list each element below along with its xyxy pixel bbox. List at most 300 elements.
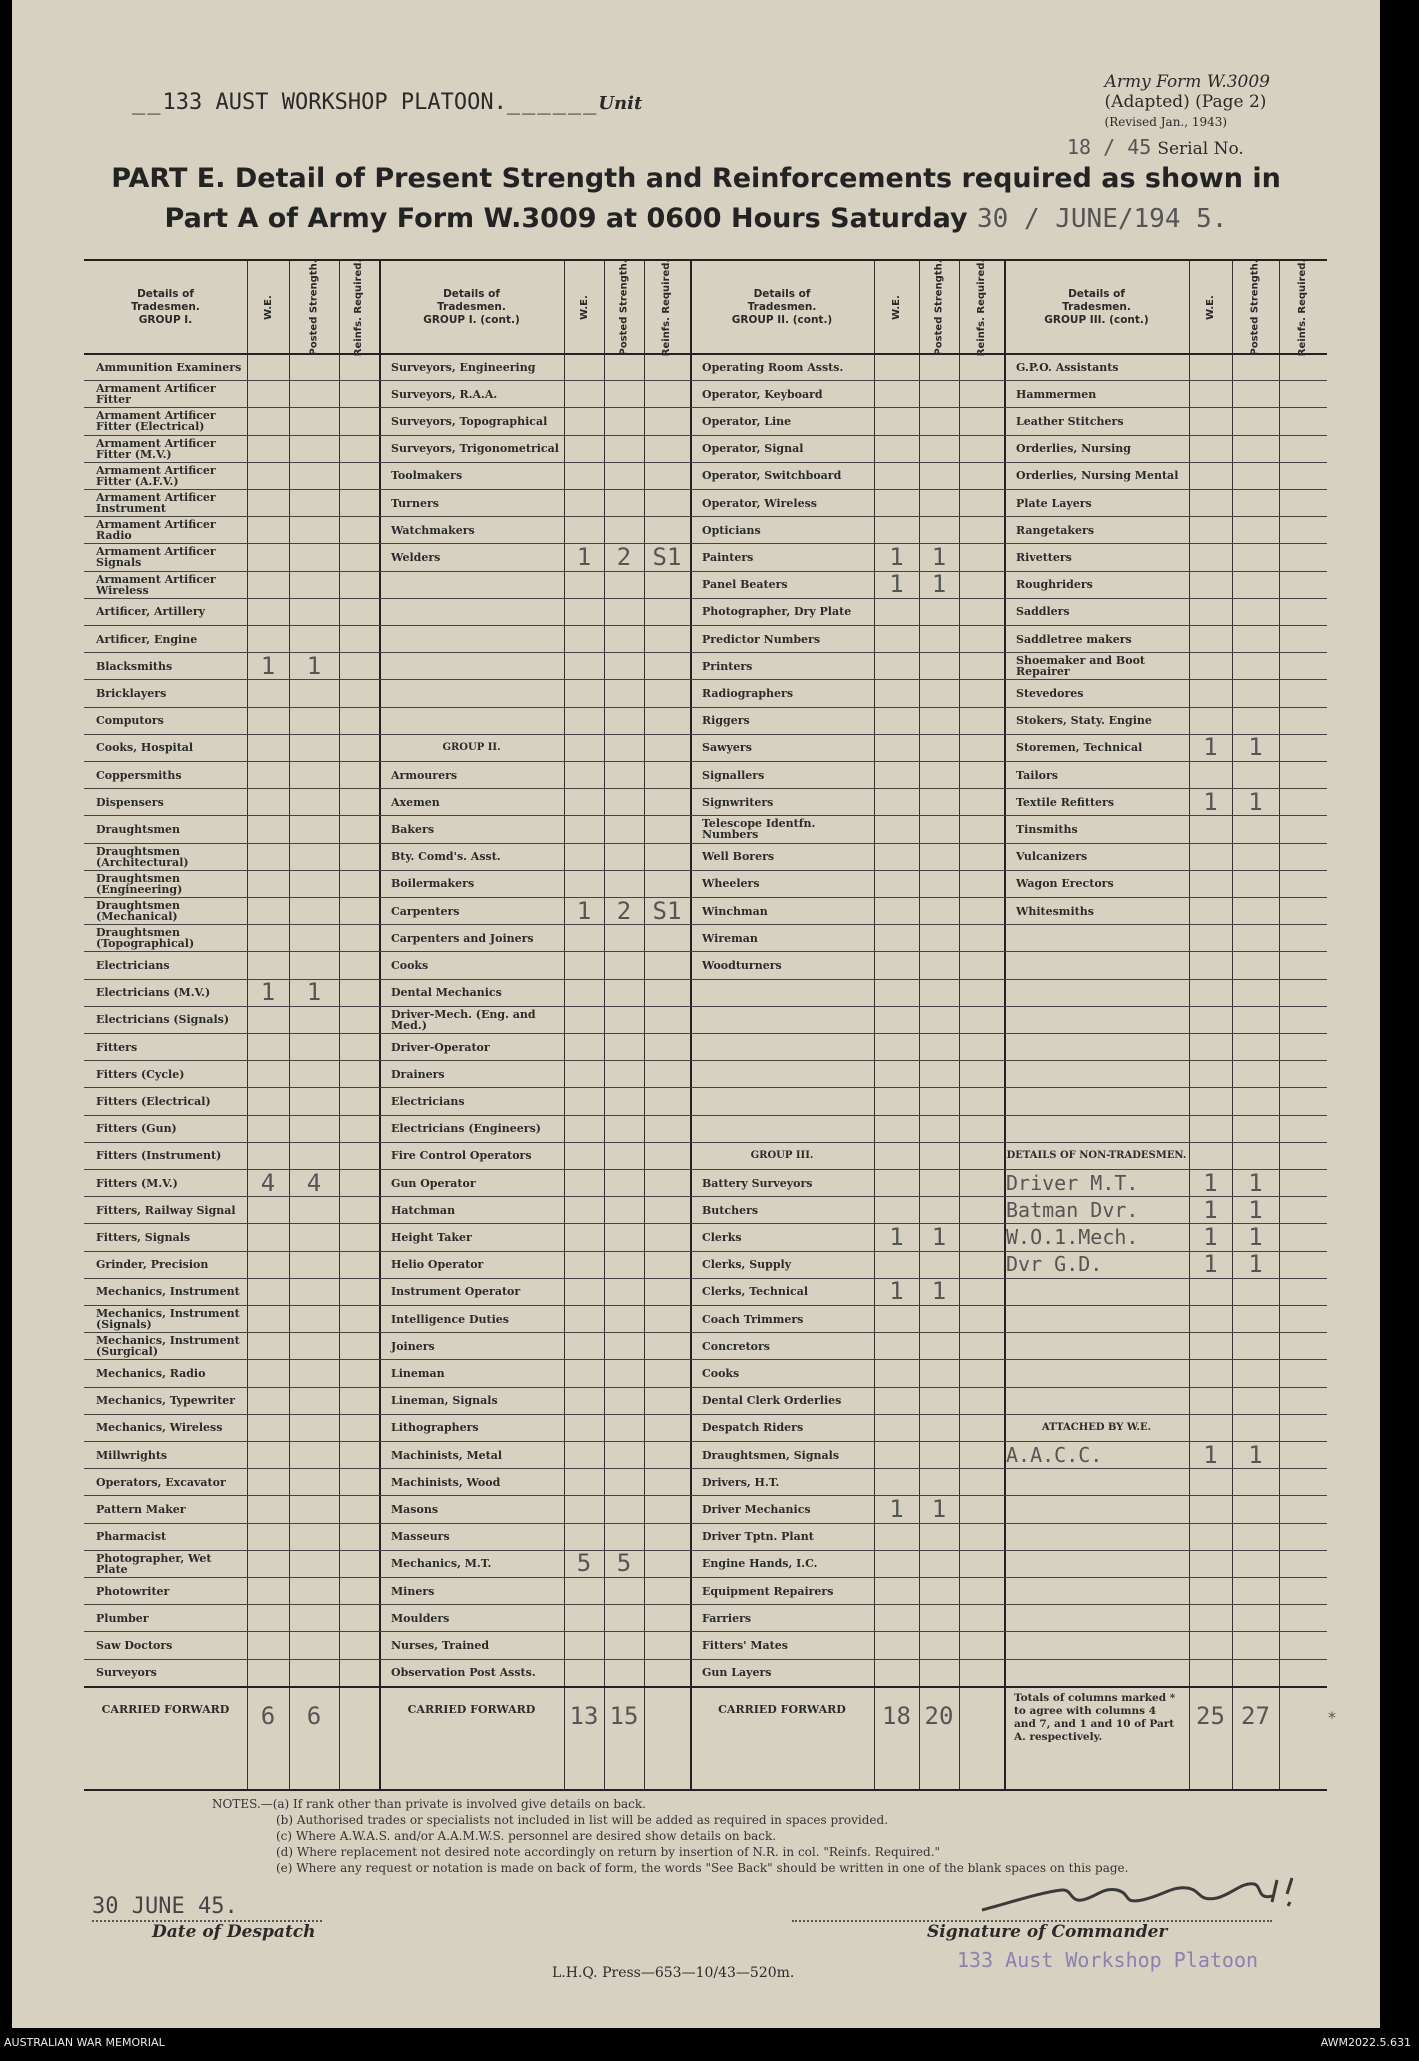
totals-note: Totals of columns marked * to agree with columns 4 and 7, and 1 and 10 of Part A. respectively. bbox=[1014, 1691, 1176, 1743]
trade-label bbox=[391, 952, 562, 978]
trade-label bbox=[391, 1279, 562, 1305]
trade-label-text: Artificer, Engine bbox=[96, 632, 198, 646]
header-text: Reinfs. Required. bbox=[1297, 258, 1309, 356]
trade-label-text: Rivetters bbox=[1016, 550, 1072, 564]
trade-label-text: Sawyers bbox=[702, 741, 752, 755]
header-text: W.E. bbox=[891, 294, 902, 320]
trade-label bbox=[1016, 680, 1187, 706]
trade-label bbox=[96, 1061, 245, 1087]
trade-label bbox=[702, 490, 872, 516]
trade-label bbox=[1016, 490, 1187, 516]
trade-label-text: Mechanics, Instrument bbox=[96, 1285, 240, 1299]
trade-label-text: Electricians (Engineers) bbox=[391, 1122, 541, 1136]
column-header-we bbox=[1189, 261, 1232, 353]
trade-label-text: Fitters (Gun) bbox=[96, 1122, 177, 1136]
trade-label bbox=[702, 1224, 872, 1250]
header-text: Posted Strength. bbox=[618, 258, 630, 356]
column-divider bbox=[690, 261, 692, 1789]
trade-label bbox=[391, 1415, 562, 1441]
trade-label bbox=[391, 1442, 562, 1468]
trade-label-text: Clerks, Technical bbox=[702, 1285, 808, 1299]
header-text: Tradesmen. bbox=[747, 300, 817, 313]
column-divider bbox=[247, 261, 248, 1789]
trade-label-text: DETAILS OF NON-TRADESMEN. bbox=[1006, 1150, 1187, 1162]
trade-label-text: Millwrights bbox=[96, 1448, 168, 1462]
trade-label bbox=[391, 408, 562, 434]
trade-label bbox=[702, 1442, 872, 1468]
cell-posted: 1 bbox=[1248, 1250, 1263, 1279]
trade-label bbox=[702, 1632, 872, 1658]
trade-label bbox=[1006, 1170, 1177, 1196]
trade-label-text: W.O.1.Mech. bbox=[1006, 1224, 1139, 1249]
trade-label bbox=[702, 544, 872, 570]
column-header-tradesmen bbox=[84, 261, 247, 353]
trade-label bbox=[96, 925, 245, 951]
carried-forward-divider bbox=[84, 1686, 1327, 1688]
trade-label-text: Watchmakers bbox=[391, 523, 475, 537]
trade-label bbox=[96, 1252, 245, 1278]
trade-label-text: Dispensers bbox=[96, 795, 164, 809]
row-divider bbox=[1004, 1332, 1327, 1333]
trade-label bbox=[96, 816, 245, 842]
row-divider bbox=[1004, 1060, 1327, 1061]
header-text: Reinfs. Required. bbox=[976, 258, 988, 356]
column-header-tradesmen bbox=[1004, 261, 1189, 353]
trade-label bbox=[702, 572, 872, 598]
header-text: GROUP III. (cont.) bbox=[1044, 313, 1149, 326]
row-divider bbox=[1004, 1087, 1327, 1088]
trade-label bbox=[391, 1333, 562, 1359]
column-divider bbox=[1004, 261, 1006, 1789]
column-header-posted bbox=[1232, 258, 1279, 356]
trade-label-text: Orderlies, Nursing bbox=[1016, 442, 1131, 456]
trade-label-text: Helio Operator bbox=[391, 1258, 484, 1272]
row-divider bbox=[379, 679, 690, 680]
row-divider bbox=[690, 1033, 1004, 1034]
row-divider bbox=[1004, 1305, 1327, 1306]
header-text: Reinfs. Required. bbox=[661, 258, 673, 356]
trade-label-text: Fitters (Electrical) bbox=[96, 1094, 211, 1108]
trade-label bbox=[702, 1496, 872, 1522]
carried-forward-label: CARRIED FORWARD bbox=[101, 1703, 230, 1717]
header-text: Details of bbox=[443, 287, 500, 300]
trade-label bbox=[96, 1360, 245, 1386]
trade-label bbox=[702, 1660, 872, 1686]
trade-label-text: Bty. Comd's. Asst. bbox=[391, 850, 501, 864]
header-text: Tradesmen. bbox=[437, 300, 506, 313]
trade-label-text: Leather Stitchers bbox=[1016, 414, 1124, 428]
trade-label bbox=[391, 898, 562, 924]
header-text: Details of bbox=[1068, 287, 1125, 300]
cell-posted: 1 bbox=[931, 1222, 947, 1251]
trade-label-text: Coppersmiths bbox=[96, 768, 182, 782]
trade-label bbox=[96, 572, 245, 598]
trade-label-text: Nurses, Trained bbox=[391, 1638, 490, 1652]
trade-label bbox=[96, 1088, 245, 1114]
trade-label bbox=[1016, 599, 1187, 625]
trade-label bbox=[391, 762, 562, 788]
cell-posted: 1 bbox=[931, 1277, 947, 1306]
trade-label bbox=[1006, 1252, 1177, 1278]
cell-we: 1 bbox=[889, 1277, 904, 1306]
title-date: 30 / JUNE/194 5. bbox=[976, 204, 1228, 234]
trade-label-text: A.A.C.C. bbox=[1006, 1442, 1103, 1467]
trade-label-text: Machinists, Metal bbox=[391, 1448, 503, 1462]
trade-label bbox=[96, 1415, 245, 1441]
trade-label bbox=[702, 680, 872, 706]
trade-label-text: Blacksmiths bbox=[96, 659, 173, 673]
trade-label bbox=[391, 490, 562, 516]
trade-label bbox=[391, 1088, 562, 1114]
trade-label-text: Painters bbox=[702, 550, 754, 564]
cell-we: 1 bbox=[260, 651, 276, 680]
trade-label-text: Rangetakers bbox=[1016, 523, 1095, 537]
trade-label bbox=[1016, 354, 1187, 380]
column-header-reinfs bbox=[1279, 258, 1327, 356]
note-line: (d) Where replacement not desired note accordingly on return by insertion of N.R. in col. "Reinfs. Required." bbox=[276, 1845, 941, 1859]
trade-label bbox=[1016, 762, 1187, 788]
header-text: W.E. bbox=[1205, 294, 1216, 320]
trade-label bbox=[1016, 735, 1187, 761]
cell-we: 4 bbox=[260, 1168, 276, 1197]
trade-label-text: Mechanics, Instrument (Signals) bbox=[96, 1307, 240, 1332]
trade-label bbox=[96, 898, 245, 924]
cell-posted: 1 bbox=[931, 542, 947, 571]
trade-label-text: Masons bbox=[391, 1502, 439, 1516]
header-text: Tradesmen. bbox=[131, 300, 200, 313]
trade-label bbox=[1016, 436, 1187, 462]
trade-label bbox=[96, 599, 245, 625]
column-header-posted bbox=[919, 258, 959, 356]
archive-id: AWM2022.5.631 bbox=[1320, 2036, 1411, 2049]
group-heading bbox=[690, 1143, 874, 1169]
trade-label bbox=[391, 436, 562, 462]
trade-label bbox=[1016, 708, 1187, 734]
trade-label bbox=[702, 1279, 872, 1305]
trade-label-text: Wheelers bbox=[702, 877, 760, 891]
row-divider bbox=[379, 598, 690, 599]
column-divider bbox=[339, 261, 340, 1789]
row-divider bbox=[1004, 1033, 1327, 1034]
trade-label-text: Signallers bbox=[702, 768, 765, 782]
trade-label-text: Gun Layers bbox=[702, 1666, 772, 1680]
trade-label-text: Cooks bbox=[391, 958, 429, 972]
trade-label bbox=[96, 1279, 245, 1305]
cell-we: 1 bbox=[1203, 1440, 1218, 1469]
trade-label bbox=[1016, 381, 1187, 407]
trade-label bbox=[391, 789, 562, 815]
trade-label-text: Clerks, Supply bbox=[702, 1258, 792, 1272]
row-divider bbox=[1004, 1006, 1327, 1007]
trade-label-text: Plumber bbox=[96, 1611, 149, 1625]
trade-label-text: Dental Mechanics bbox=[391, 986, 502, 1000]
trade-label-text: Surveyors, Engineering bbox=[391, 360, 536, 374]
trade-label-text: Despatch Riders bbox=[702, 1421, 804, 1435]
trade-label bbox=[702, 789, 872, 815]
trade-label-text: Tailors bbox=[1016, 768, 1058, 782]
trade-label bbox=[391, 1524, 562, 1550]
trade-label bbox=[1016, 816, 1187, 842]
trade-label-text: Driver M.T. bbox=[1006, 1170, 1139, 1195]
trade-label bbox=[702, 1415, 872, 1441]
header-text: Details of bbox=[753, 287, 811, 300]
trade-label bbox=[702, 1578, 872, 1604]
note-line: (c) Where A.W.A.S. and/or A.A.M.W.S. personnel are desired show details on back. bbox=[276, 1829, 777, 1843]
trade-label bbox=[96, 1605, 245, 1631]
trade-label-text: Telescope Identfn. Numbers bbox=[702, 817, 816, 842]
row-divider bbox=[690, 1060, 1004, 1061]
trade-label bbox=[702, 816, 872, 842]
trade-label-text: Draughtsmen (Engineering) bbox=[96, 871, 183, 896]
trade-label bbox=[1016, 898, 1187, 924]
trade-label-text: Axemen bbox=[391, 795, 440, 809]
trade-label-text: Intelligence Duties bbox=[391, 1312, 509, 1326]
note-line: NOTES.—(a) If rank other than private is involved give details on back. bbox=[212, 1797, 646, 1811]
despatch-date: 30 JUNE 45. bbox=[92, 1894, 238, 1919]
trade-label-text: Operating Room Assts. bbox=[702, 360, 844, 374]
trade-label-text: Dental Clerk Orderlies bbox=[702, 1394, 842, 1408]
trade-label bbox=[391, 1007, 562, 1033]
trade-label bbox=[702, 898, 872, 924]
serial-value: 18 / 45 bbox=[1067, 135, 1152, 159]
row-divider bbox=[379, 652, 690, 653]
cell-we: 1 bbox=[889, 1222, 904, 1251]
row-divider bbox=[690, 1087, 1004, 1088]
group-heading bbox=[379, 735, 564, 761]
trade-label-text: Battery Surveyors bbox=[702, 1176, 813, 1190]
trade-label-text: Electricians bbox=[96, 958, 170, 972]
trade-label-text: Mechanics, Typewriter bbox=[96, 1394, 236, 1408]
trade-label-text: Concretors bbox=[702, 1339, 770, 1353]
trade-label-text: Batman Dvr. bbox=[1006, 1197, 1139, 1222]
cell-posted: 1 bbox=[1248, 1168, 1263, 1197]
trade-label bbox=[1016, 572, 1187, 598]
row-divider bbox=[1004, 924, 1327, 925]
trade-label-text: Tinsmiths bbox=[1016, 822, 1078, 836]
trade-label-text: Stevedores bbox=[1016, 686, 1084, 700]
cell-we: 1 bbox=[889, 542, 904, 571]
trade-label-text: Well Borers bbox=[702, 850, 775, 864]
header-text: Posted Strength. bbox=[308, 258, 320, 356]
header-text: Details of bbox=[137, 287, 194, 300]
trade-label bbox=[96, 463, 245, 489]
trade-label bbox=[96, 626, 245, 652]
trade-label bbox=[391, 1224, 562, 1250]
cell-posted: 5 bbox=[616, 1549, 632, 1578]
cell-posted: 2 bbox=[616, 542, 632, 571]
row-divider bbox=[379, 707, 690, 708]
trade-label-text: Driver-Mech. (Eng. and Med.) bbox=[391, 1007, 536, 1032]
trade-label-text: Saddlers bbox=[1016, 605, 1070, 619]
group-heading bbox=[1004, 1415, 1189, 1441]
trade-label-text: Winchman bbox=[702, 904, 768, 918]
trade-label bbox=[96, 1632, 245, 1658]
cell-reinfs: S1 bbox=[652, 896, 682, 925]
trade-label-text: Surveyors, Topographical bbox=[391, 414, 548, 428]
trade-label bbox=[96, 1442, 245, 1468]
trade-label-text: Armament Artificer Wireless bbox=[96, 572, 216, 597]
trade-label-text: Instrument Operator bbox=[391, 1285, 521, 1299]
trade-label-text: Mechanics, Wireless bbox=[96, 1421, 223, 1435]
carried-forward-we: 25 bbox=[1196, 1701, 1225, 1730]
cell-we: 1 bbox=[889, 570, 904, 599]
trade-label bbox=[96, 1197, 245, 1223]
trade-label-text: Operator, Signal bbox=[702, 442, 804, 456]
row-divider bbox=[690, 1006, 1004, 1007]
unit-stamp: 133 Aust Workshop Platoon bbox=[957, 1948, 1259, 1972]
header-text: GROUP II. (cont.) bbox=[731, 313, 833, 326]
carried-forward-we: 18 bbox=[882, 1701, 911, 1730]
note-line: (b) Authorised trades or specialists not included in list will be added as required in spaces provided. bbox=[276, 1813, 889, 1827]
trade-label-text: Operator, Keyboard bbox=[702, 387, 823, 401]
cell-posted: 1 bbox=[306, 978, 322, 1007]
trade-label bbox=[96, 1034, 245, 1060]
row-divider bbox=[1004, 1468, 1327, 1469]
notes bbox=[212, 1796, 1128, 1876]
carried-forward-posted: 20 bbox=[924, 1701, 954, 1730]
form-identifier bbox=[1105, 72, 1270, 132]
column-divider bbox=[874, 261, 875, 1789]
trade-label bbox=[96, 708, 245, 734]
trade-label bbox=[96, 762, 245, 788]
trade-label-text: Predictor Numbers bbox=[702, 632, 821, 646]
trade-label bbox=[391, 980, 562, 1006]
trade-label bbox=[391, 1034, 562, 1060]
trade-label-text: Wireman bbox=[702, 931, 758, 945]
row-divider bbox=[1004, 1577, 1327, 1578]
trade-label-text: Mechanics, Radio bbox=[96, 1366, 206, 1380]
column-divider bbox=[1279, 261, 1280, 1789]
trade-label bbox=[391, 1605, 562, 1631]
trade-label bbox=[96, 408, 245, 434]
trade-label bbox=[96, 680, 245, 706]
press-mark: L.H.Q. Press—653—10/43—520m. bbox=[552, 1965, 795, 1981]
trade-label-text: Lineman bbox=[391, 1366, 445, 1380]
cell-posted: 1 bbox=[931, 570, 947, 599]
trade-label bbox=[702, 925, 872, 951]
header-text: Tradesmen. bbox=[1062, 300, 1131, 313]
trade-label-text: Fitters bbox=[96, 1040, 138, 1054]
trade-label-text: Armament Artificer Fitter (Electrical) bbox=[96, 409, 216, 434]
trade-label-text: GROUP II. bbox=[442, 742, 501, 754]
trade-label bbox=[391, 1360, 562, 1386]
row-divider bbox=[690, 979, 1004, 980]
trade-label-text: Hatchman bbox=[391, 1203, 456, 1217]
unit-label: Unit bbox=[598, 93, 643, 114]
trade-label bbox=[96, 1388, 245, 1414]
row-divider bbox=[1004, 1604, 1327, 1605]
trade-label-text: Equipment Repairers bbox=[702, 1584, 834, 1598]
row-divider bbox=[1004, 1495, 1327, 1496]
trade-label-text: Draughtsmen (Architectural) bbox=[96, 844, 189, 869]
trade-label bbox=[702, 952, 872, 978]
trade-label-text: Signwriters bbox=[702, 795, 774, 809]
trade-label-text: Armament Artificer Instrument bbox=[96, 491, 216, 516]
trade-label bbox=[702, 436, 872, 462]
trade-label bbox=[96, 980, 245, 1006]
trade-label bbox=[391, 463, 562, 489]
trade-label bbox=[96, 952, 245, 978]
cell-posted: 4 bbox=[306, 1168, 322, 1197]
trade-label-text: Masseurs bbox=[391, 1530, 450, 1544]
unit-line: __133 AUST WORKSHOP PLATOON.______Unit bbox=[132, 90, 643, 115]
commander-signature bbox=[972, 1872, 1332, 1922]
trade-label-text: Armourers bbox=[391, 768, 458, 782]
trade-label-text: Armament Artificer Fitter (A.F.V.) bbox=[96, 463, 216, 488]
trade-label-text: Surveyors, Trigonometrical bbox=[391, 442, 559, 456]
column-divider bbox=[959, 261, 960, 1789]
trade-label-text: Bricklayers bbox=[96, 686, 167, 700]
column-header-we bbox=[564, 261, 604, 353]
column-header-posted bbox=[289, 258, 339, 356]
carried-forward-posted: 27 bbox=[1241, 1701, 1270, 1730]
header-text: Posted Strength. bbox=[933, 258, 945, 356]
trade-label-text: Height Taker bbox=[391, 1230, 472, 1244]
trade-label bbox=[1016, 844, 1187, 870]
trade-label-text: Surveyors bbox=[96, 1666, 157, 1680]
trade-label bbox=[96, 789, 245, 815]
trade-label bbox=[391, 1061, 562, 1087]
trade-label bbox=[702, 408, 872, 434]
trade-label-text: Photographer, Dry Plate bbox=[702, 605, 852, 619]
column-divider bbox=[289, 261, 290, 1789]
column-header-tradesmen bbox=[379, 261, 564, 353]
column-divider bbox=[379, 261, 381, 1789]
trade-label-text: Driver Tptn. Plant bbox=[702, 1530, 814, 1544]
cell-posted: 1 bbox=[1248, 1440, 1263, 1469]
trade-label-text: Draughtsmen (Mechanical) bbox=[96, 899, 181, 924]
trade-label bbox=[391, 1306, 562, 1332]
trade-label-text: Gun Operator bbox=[391, 1176, 476, 1190]
column-divider bbox=[919, 261, 920, 1789]
trade-label bbox=[702, 463, 872, 489]
trade-label bbox=[96, 1306, 245, 1332]
column-divider bbox=[1189, 261, 1190, 1789]
totals-asterisk: * bbox=[1327, 1708, 1337, 1728]
trade-label bbox=[96, 517, 245, 543]
cell-posted: 1 bbox=[1248, 733, 1263, 762]
trade-label-text: Pharmacist bbox=[96, 1530, 167, 1544]
trade-label bbox=[391, 1551, 562, 1577]
form-adapted: (Adapted) (Page 2) bbox=[1104, 92, 1267, 112]
header-text: GROUP I. bbox=[138, 313, 193, 326]
trade-label bbox=[1016, 517, 1187, 543]
trade-label-text: Mechanics, Instrument (Surgical) bbox=[96, 1334, 240, 1359]
archive-credit: AUSTRALIAN WAR MEMORIAL bbox=[4, 2036, 165, 2049]
trade-label bbox=[96, 1551, 245, 1577]
trade-label-text: Saddletree makers bbox=[1016, 632, 1132, 646]
trade-label-text: Roughriders bbox=[1016, 578, 1093, 592]
cell-posted: 1 bbox=[1248, 1195, 1263, 1224]
trade-label-text: Armament Artificer Fitter bbox=[96, 382, 216, 407]
cell-posted: 1 bbox=[1248, 787, 1263, 816]
trade-label-text: Storemen, Technical bbox=[1016, 741, 1143, 755]
row-divider bbox=[1004, 1278, 1327, 1279]
trade-label-text: Hammermen bbox=[1016, 387, 1097, 401]
trade-label bbox=[702, 1524, 872, 1550]
trade-label-text: Plate Layers bbox=[1016, 496, 1092, 510]
trade-label-text: Operator, Switchboard bbox=[702, 469, 842, 483]
trade-label-text: ATTACHED BY W.E. bbox=[1041, 1422, 1152, 1434]
trade-label-text: Operator, Line bbox=[702, 414, 792, 428]
trade-label-text: Observation Post Assts. bbox=[391, 1666, 536, 1680]
trade-label bbox=[391, 1469, 562, 1495]
trade-label-text: Drainers bbox=[391, 1067, 445, 1081]
group-heading bbox=[1004, 1143, 1189, 1169]
cell-posted: 1 bbox=[306, 651, 322, 680]
trade-label bbox=[96, 1116, 245, 1142]
trade-label bbox=[391, 1388, 562, 1414]
